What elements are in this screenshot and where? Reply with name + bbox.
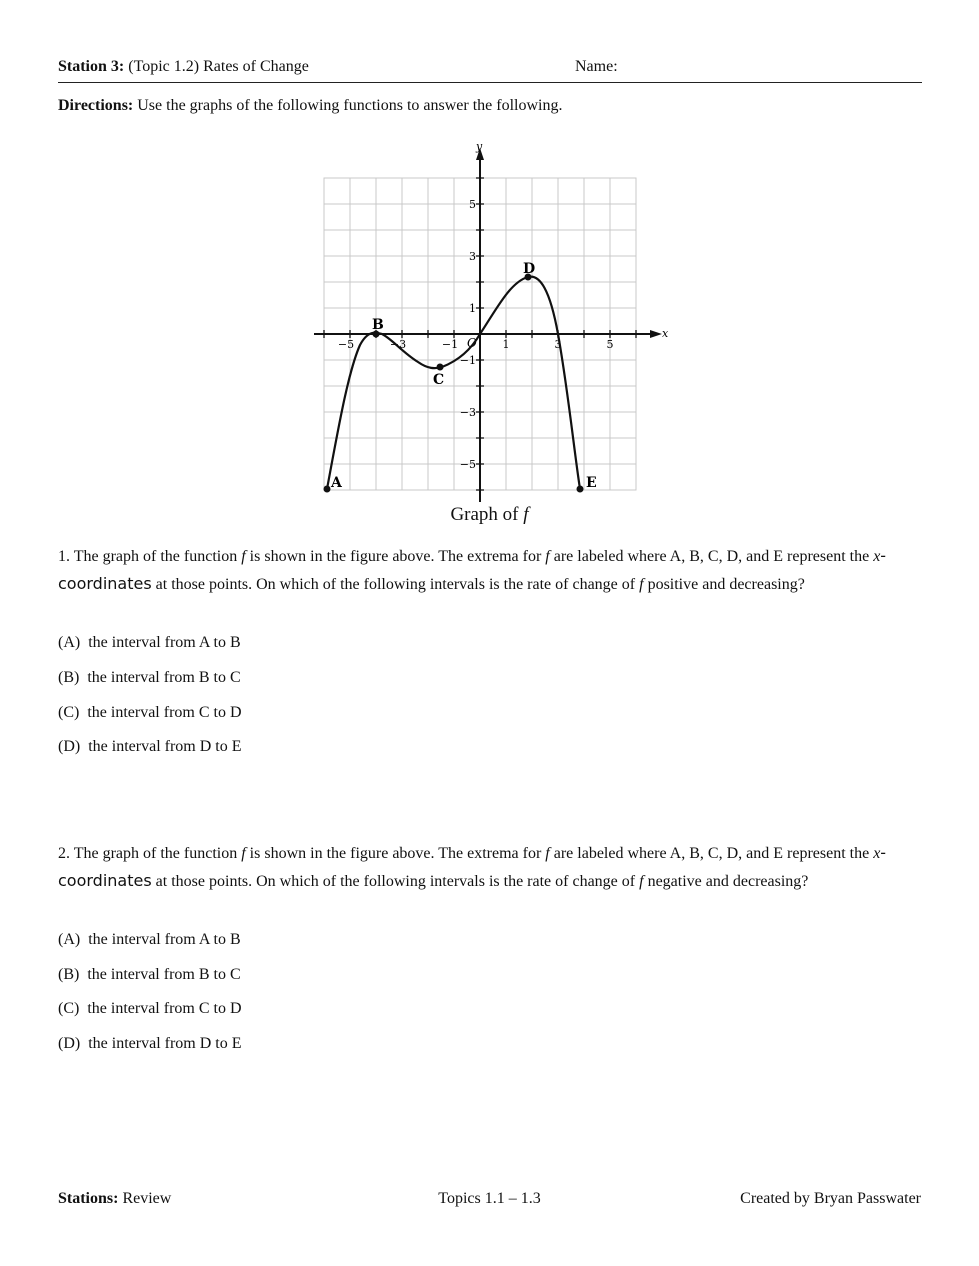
q2-option-b[interactable] [58, 966, 241, 984]
q1-option-a[interactable] [58, 634, 241, 652]
stations-value: Review [122, 1190, 172, 1207]
point-labels [330, 261, 597, 491]
point-e-label: E [586, 475, 597, 491]
option-text: the interval from A to B [88, 634, 241, 651]
option-text: the interval from B to C [87, 669, 241, 686]
q2-option-a[interactable] [58, 931, 241, 949]
q1-option-c[interactable] [58, 704, 242, 722]
option-text: the interval from B to C [87, 966, 241, 983]
option-text: the interval from D to E [88, 738, 242, 755]
x-tick-label: −5 [337, 338, 355, 351]
option-text: the interval from C to D [87, 704, 242, 721]
function-symbol: f [241, 845, 246, 862]
caption-function: f [523, 504, 529, 525]
stations-label: Stations: [58, 1190, 119, 1207]
function-symbol: f [639, 576, 644, 593]
x-tick-label: −3 [389, 338, 407, 351]
question-text: The graph of the function [73, 845, 238, 862]
question-text: positive and decreasing? [647, 576, 805, 593]
option-letter: (A) [58, 634, 81, 651]
question-number: 2. [58, 845, 70, 862]
question-text: The graph of the function [73, 548, 238, 565]
x-tick-label: −1 [441, 338, 459, 351]
caption-prefix: Graph of [450, 504, 519, 525]
point-a-label: A [331, 475, 342, 491]
question-text: are labeled where A, B, C, D, and E represent the [553, 845, 870, 862]
point-a [324, 486, 331, 493]
function-symbol: f [545, 845, 550, 862]
option-letter: (C) [58, 1000, 80, 1017]
question-text: at those points. On which of the following intervals is the rate of change of [155, 873, 636, 890]
question-text: is shown in the figure above. The extrema for [249, 845, 542, 862]
function-symbol: f [639, 873, 644, 890]
x-tick-label: 1 [502, 338, 510, 351]
option-letter: (B) [58, 669, 80, 686]
graph-caption [0, 504, 979, 526]
option-letter: (D) [58, 738, 81, 755]
point-c [437, 364, 444, 371]
option-letter: (D) [58, 1035, 81, 1052]
footer-credit [740, 1190, 921, 1208]
y-tick-label: 1 [469, 302, 476, 315]
directions-label: Directions: [58, 97, 134, 114]
question-number: 1. [58, 548, 70, 565]
station-label: Station 3: [58, 58, 125, 75]
x-variable: x [873, 548, 881, 565]
coordinates-word: -coordinates [58, 546, 887, 593]
y-tick-label: 5 [469, 198, 476, 211]
origin-label: O [467, 336, 477, 350]
question-1 [58, 542, 926, 598]
q2-option-c[interactable] [58, 1000, 242, 1018]
option-text: the interval from C to D [87, 1000, 242, 1017]
option-text: the interval from A to B [88, 931, 241, 948]
y-axis-label: y [476, 140, 483, 153]
coordinates-word: -coordinates [58, 843, 887, 890]
x-axis-label: x [662, 327, 669, 340]
y-tick-label: −1 [459, 354, 476, 367]
credit-text: Created by Bryan Passwater [740, 1190, 921, 1207]
topics-text: Topics 1.1 – 1.3 [438, 1190, 541, 1207]
point-c-label: C [433, 372, 445, 388]
worksheet-header [58, 58, 922, 83]
y-tick-label: −5 [459, 458, 476, 471]
q2-option-d[interactable] [58, 1035, 242, 1053]
directions-text: Use the graphs of the following functions to answer the following. [137, 97, 563, 114]
station-title: (Topic 1.2) Rates of Change [128, 58, 309, 75]
y-tick-label: 3 [469, 250, 476, 263]
directions [58, 97, 563, 115]
x-tick-label: 3 [554, 338, 562, 351]
x-variable: x [873, 845, 881, 862]
question-2 [58, 839, 926, 895]
point-d-label: D [523, 261, 536, 277]
question-text: are labeled where A, B, C, D, and E represent the [553, 548, 870, 565]
question-text: is shown in the figure above. The extrema for [249, 548, 542, 565]
question-text: at those points. On which of the following intervals is the rate of change of [155, 576, 636, 593]
option-letter: (C) [58, 704, 80, 721]
name-label: Name: [575, 58, 618, 75]
q1-option-b[interactable] [58, 669, 241, 687]
option-letter: (A) [58, 931, 81, 948]
point-b-label: B [372, 317, 384, 333]
option-letter: (B) [58, 966, 80, 983]
function-symbol: f [241, 548, 246, 565]
y-tick-label: −3 [459, 406, 476, 419]
option-text: the interval from D to E [88, 1035, 242, 1052]
point-e [577, 486, 584, 493]
function-graph [300, 140, 680, 510]
q1-option-d[interactable] [58, 738, 242, 756]
function-symbol: f [545, 548, 550, 565]
x-tick-label: 5 [606, 338, 614, 351]
question-text: negative and decreasing? [647, 873, 809, 890]
